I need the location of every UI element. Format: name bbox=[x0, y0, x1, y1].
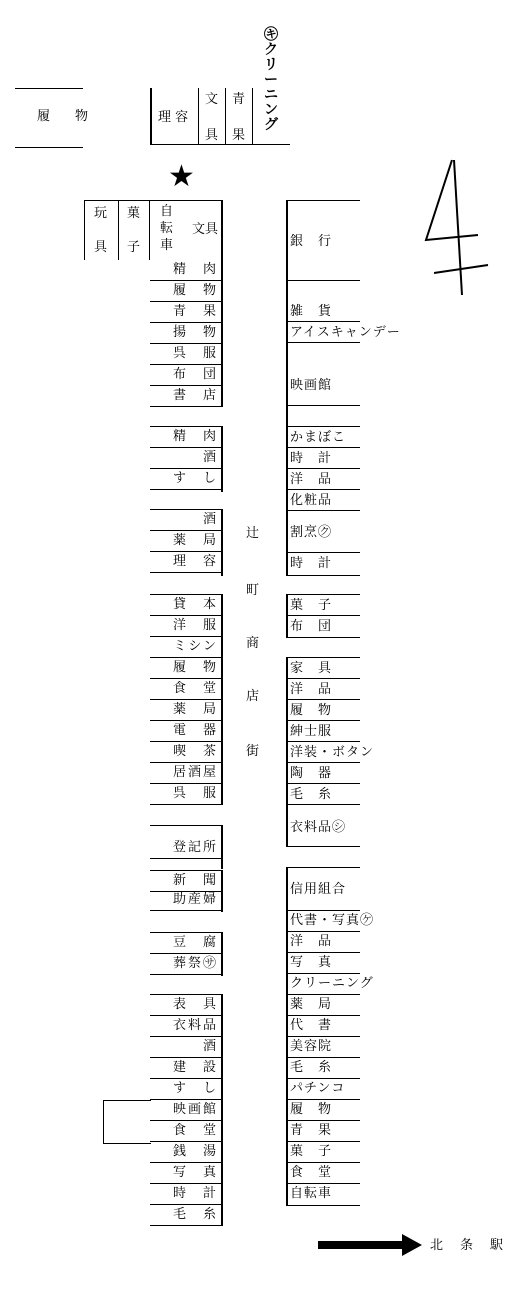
right-shop: 紳士服 bbox=[290, 724, 333, 739]
omocha-top: 玩 bbox=[94, 206, 108, 221]
left-shop: 薬 局 bbox=[172, 702, 218, 717]
left-shop-divider bbox=[150, 804, 222, 805]
top-bungu-bot: 具 bbox=[205, 128, 219, 143]
right-shop: 美容院 bbox=[290, 1039, 333, 1054]
right-spine-2 bbox=[286, 594, 288, 638]
right-spine-3 bbox=[286, 657, 288, 847]
right-shop: 時 計 bbox=[290, 451, 333, 466]
top-div-2 bbox=[225, 88, 226, 144]
left-shop: 呉 服 bbox=[172, 346, 218, 361]
left-shop: す し bbox=[172, 471, 218, 486]
right-shop: 菓 子 bbox=[290, 598, 333, 613]
left-top-div-2 bbox=[149, 200, 150, 260]
right-shop: 洋 品 bbox=[290, 934, 333, 949]
left-shop: す し bbox=[172, 1081, 218, 1096]
right-shop: 割烹㋗ bbox=[290, 525, 333, 540]
left-shop: 酒 bbox=[202, 450, 218, 465]
left-shop: ミシン bbox=[173, 639, 218, 654]
right-shop: 衣料品㋛ bbox=[290, 820, 347, 835]
north-arrow-icon bbox=[420, 155, 500, 300]
landmark-star-icon: ★ bbox=[168, 159, 195, 194]
left-shop: 助産婦 bbox=[172, 892, 218, 907]
right-shop: 毛 糸 bbox=[290, 1060, 333, 1075]
top-div-3 bbox=[252, 88, 253, 144]
right-spine-1 bbox=[286, 200, 288, 576]
right-shop-divider bbox=[286, 741, 360, 742]
right-shop: 化粧品 bbox=[290, 493, 333, 508]
left-top-edge bbox=[84, 200, 85, 260]
left-shop: 登記所 bbox=[172, 840, 218, 855]
right-shop: 洋装・ボタン bbox=[290, 745, 375, 760]
jitensha-vertical: 自転車 bbox=[160, 204, 174, 253]
left-block-top bbox=[150, 932, 222, 933]
left-shop: 洋 服 bbox=[172, 618, 218, 633]
top-riyou: 理 容 bbox=[158, 110, 189, 125]
right-shop-divider bbox=[286, 280, 360, 281]
left-shop-divider bbox=[150, 572, 222, 573]
right-shop: 代 書 bbox=[290, 1018, 333, 1033]
right-shop: 信用組合 bbox=[290, 882, 347, 897]
left-shop: 書 店 bbox=[172, 388, 218, 403]
left-shop: 居酒屋 bbox=[172, 765, 218, 780]
left-shop: 表 具 bbox=[172, 997, 218, 1012]
left-block-top bbox=[150, 509, 222, 510]
right-shop: アイスキャンデー bbox=[290, 325, 401, 340]
right-shop-divider bbox=[286, 615, 360, 616]
left-shop: 建 設 bbox=[172, 1060, 218, 1075]
right-shop-divider bbox=[286, 804, 360, 805]
kashi-bot: 子 bbox=[127, 240, 141, 255]
right-shop-divider bbox=[286, 405, 360, 406]
right-shop-divider bbox=[286, 489, 360, 490]
right-shop: 洋 品 bbox=[290, 682, 333, 697]
left-shop-divider bbox=[150, 1225, 222, 1226]
right-shop: 雑 貨 bbox=[290, 304, 333, 319]
left-shop: 呉 服 bbox=[172, 786, 218, 801]
right-shop: 時 計 bbox=[290, 556, 333, 571]
right-shop: パチンコ bbox=[290, 1081, 346, 1096]
street-name-char: 辻 bbox=[246, 526, 260, 541]
right-shop-divider bbox=[286, 468, 360, 469]
left-annex-box bbox=[103, 1100, 151, 1144]
left-shop: 食 堂 bbox=[172, 1123, 218, 1138]
right-shop: クリーニング bbox=[290, 976, 374, 991]
top-seika-top: 青 bbox=[232, 92, 246, 107]
left-shop: 電 器 bbox=[172, 723, 218, 738]
right-shop-divider bbox=[286, 783, 360, 784]
left-shop: 理 容 bbox=[172, 554, 218, 569]
right-shop-divider bbox=[286, 342, 360, 343]
left-block-top bbox=[150, 825, 222, 826]
left-shop: 毛 糸 bbox=[172, 1207, 218, 1222]
right-shop: 自転車 bbox=[290, 1186, 333, 1201]
left-shop: 履 物 bbox=[172, 660, 218, 675]
right-shop: 布 団 bbox=[290, 619, 333, 634]
left-block-top bbox=[150, 994, 222, 995]
right-shop-divider bbox=[286, 321, 360, 322]
top-hakimono: 履 物 bbox=[37, 109, 95, 124]
right-shop: 映画館 bbox=[290, 378, 333, 393]
top-cleaning: ㋖クリーニング bbox=[264, 27, 278, 133]
right-shop: 薬 局 bbox=[290, 997, 333, 1012]
right-shop-divider bbox=[286, 637, 360, 638]
top-seika-bot: 果 bbox=[232, 128, 246, 143]
bungu: 文具 bbox=[192, 222, 219, 237]
right-shop: 陶 器 bbox=[290, 766, 333, 781]
top-bungu-top: 文 bbox=[205, 92, 219, 107]
right-shop: 銀 行 bbox=[290, 234, 333, 249]
left-shop: 新 聞 bbox=[172, 873, 218, 888]
right-shop-divider bbox=[286, 447, 360, 448]
right-shop: 青 果 bbox=[290, 1123, 333, 1138]
right-shop-divider bbox=[286, 575, 360, 576]
right-shop: 毛 糸 bbox=[290, 787, 333, 802]
street-name-char: 町 bbox=[246, 583, 260, 598]
right-shop: 履 物 bbox=[290, 1102, 333, 1117]
left-shop: 酒 bbox=[202, 1039, 218, 1054]
left-shop: 衣料品 bbox=[172, 1018, 218, 1033]
left-shop-divider bbox=[150, 489, 222, 490]
left-shop: 精 肉 bbox=[172, 429, 218, 444]
left-shop: 酒 bbox=[202, 512, 218, 527]
station-arrow-icon bbox=[318, 1234, 422, 1256]
left-shop: 写 真 bbox=[172, 1165, 218, 1180]
street-name-char: 商 bbox=[246, 636, 260, 651]
omocha-bot: 具 bbox=[94, 240, 108, 255]
top-div-1 bbox=[198, 88, 199, 144]
right-shop-divider bbox=[286, 510, 360, 511]
left-shop: 貸 本 bbox=[172, 597, 218, 612]
top-hakimono-box bbox=[15, 88, 95, 148]
right-block-top bbox=[286, 594, 360, 595]
right-shop-divider bbox=[286, 552, 360, 553]
left-shop: 時 計 bbox=[172, 1186, 218, 1201]
left-shop: 銭 湯 bbox=[172, 1144, 218, 1159]
right-shop: 食 堂 bbox=[290, 1165, 333, 1180]
left-shop: 青 果 bbox=[172, 304, 218, 319]
right-shop: かまぼこ bbox=[290, 430, 347, 445]
right-shop-divider bbox=[286, 762, 360, 763]
left-shop: 精 肉 bbox=[172, 262, 218, 277]
street-name-char: 店 bbox=[246, 689, 260, 704]
left-block-top bbox=[150, 870, 222, 871]
right-block-top bbox=[286, 200, 360, 201]
right-block-top bbox=[286, 657, 360, 658]
left-shop: 布 団 bbox=[172, 367, 218, 382]
right-shop: 履 物 bbox=[290, 703, 333, 718]
right-shop: 菓 子 bbox=[290, 1144, 333, 1159]
left-shop: 喫 茶 bbox=[172, 744, 218, 759]
left-shop-divider bbox=[150, 974, 222, 975]
right-shop: 洋 品 bbox=[290, 472, 333, 487]
right-shop: 代書・写真㋘ bbox=[290, 913, 375, 928]
left-shop: 薬 局 bbox=[172, 533, 218, 548]
right-shop: 写 真 bbox=[290, 955, 333, 970]
left-shop-divider bbox=[150, 858, 222, 859]
left-shop: 食 堂 bbox=[172, 681, 218, 696]
left-shop: 豆 腐 bbox=[172, 935, 218, 950]
right-block-top bbox=[286, 426, 360, 427]
street-name-char: 街 bbox=[246, 744, 260, 759]
right-block-top bbox=[286, 867, 360, 868]
kashi-top: 菓 bbox=[127, 206, 141, 221]
left-block-top bbox=[150, 426, 222, 427]
right-shop-divider bbox=[286, 1205, 360, 1206]
left-top-div-1 bbox=[118, 200, 119, 260]
left-block-top bbox=[150, 594, 222, 595]
right-shop-divider bbox=[286, 846, 360, 847]
station-label: 北 条 駅 bbox=[430, 1238, 506, 1253]
right-shop: 家 具 bbox=[290, 661, 333, 676]
right-shop-divider bbox=[286, 720, 360, 721]
left-shop: 葬祭㋚ bbox=[172, 956, 218, 971]
left-shop: 映画館 bbox=[172, 1102, 218, 1117]
left-shop-divider bbox=[150, 406, 222, 407]
left-shop: 履 物 bbox=[172, 283, 218, 298]
right-shop-divider bbox=[286, 699, 360, 700]
right-shop-divider bbox=[286, 678, 360, 679]
left-shop: 揚 物 bbox=[172, 325, 218, 340]
left-shop-divider bbox=[150, 910, 222, 911]
